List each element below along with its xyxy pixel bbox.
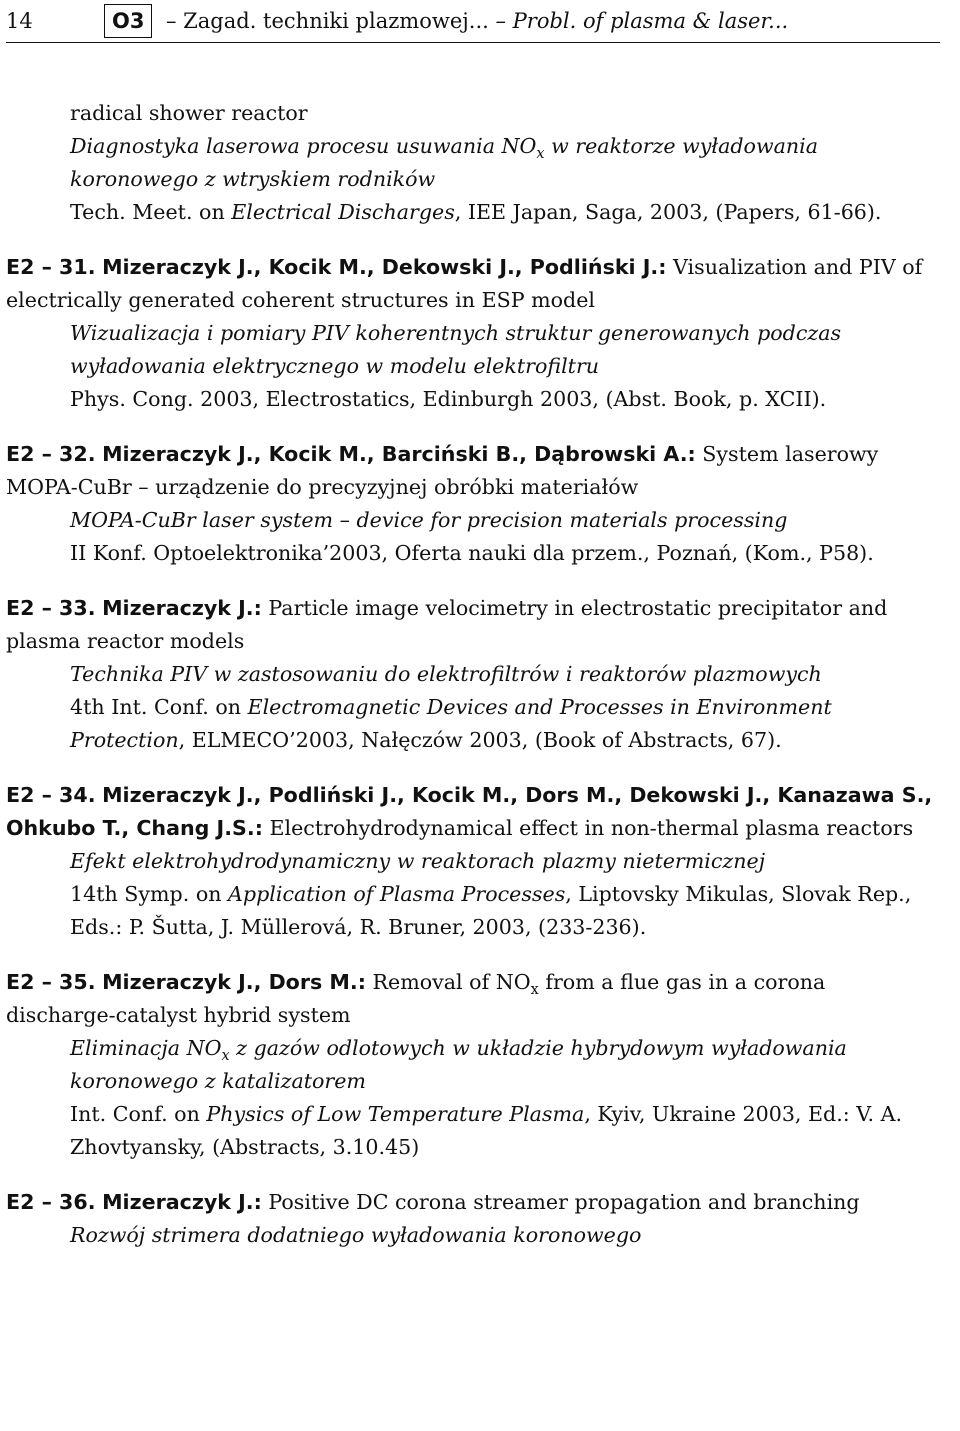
entry-title: Positive DC corona streamer propagation and branching [261, 1190, 860, 1214]
entry-authors: Mizeraczyk J.: [102, 596, 262, 620]
entry-id: E2 – 32. [6, 442, 96, 466]
entry-venue: Phys. Cong. 2003, Electrostatics, Edinburgh 2003, (Abst. Book, p. XCII). [70, 387, 827, 411]
entry-polish-title: Technika PIV w zastosowaniu do elektrofiltrów i reaktorów plazmowych [70, 662, 822, 686]
entry-heading [6, 438, 940, 504]
entry-e2-34 [6, 779, 940, 944]
entry-id: E2 – 31. [6, 255, 96, 279]
entry-authors: Mizeraczyk J.: [102, 1190, 262, 1214]
entry-venue: Int. Conf. on Physics of Low Temperature Plasma, Kyiv, Ukraine 2003, Ed.: V. A. Zhovtyansky, (Abstracts, 3.10.45) [70, 1102, 903, 1159]
entry-heading [6, 592, 940, 658]
entry-continuation [6, 97, 940, 229]
page-number: 14 [6, 9, 33, 33]
header-title-en: – Probl. of plasma & laser... [495, 9, 789, 33]
entry-venue: 14th Symp. on Application of Plasma Processes, Liptovsky Mikulas, Slovak Rep., Eds.: P. Šutta, J. Müllerová, R. Bruner, 2003, (233-236). [70, 882, 912, 939]
running-header [6, 0, 940, 43]
entry-polish-title: Efekt elektrohydrodynamiczny w reaktorach plazmy nietermicznej [70, 849, 766, 873]
entry-id: E2 – 33. [6, 596, 96, 620]
entry-polish-title: Rozwój strimera dodatniego wyładowania koronowego [70, 1223, 642, 1247]
entry-title: radical shower reactor [70, 101, 308, 125]
entry-polish-title: Wizualizacja i pomiary PIV koherentnych struktur generowanych podczas wyładowania elektrycznego w modelu elektrofiltru [70, 321, 842, 378]
entry-english-title: MOPA-CuBr laser system – device for precision materials processing [70, 508, 788, 532]
entry-title: System laserowy MOPA-CuBr – urządzenie do precyzyjnej obróbki materiałów [6, 442, 879, 499]
entry-authors: Mizeraczyk J., Podliński J., Kocik M., Dors M., Dekowski J., Kanazawa S., Ohkubo T., Chang J.S.: [6, 783, 933, 840]
entry-heading [6, 1186, 940, 1219]
entry-e2-32 [6, 438, 940, 570]
entry-id: E2 – 34. [6, 783, 96, 807]
entry-venue: Tech. Meet. on Electrical Discharges, IEE Japan, Saga, 2003, (Papers, 61-66). [70, 200, 882, 224]
entry-authors: Mizeraczyk J., Dors M.: [102, 970, 366, 994]
entry-e2-35 [6, 966, 940, 1164]
entry-e2-33 [6, 592, 940, 757]
entry-venue: II Konf. Optoelektronika’2003, Oferta nauki dla przem., Poznań, (Kom., P58). [70, 541, 874, 565]
entry-polish-title: Diagnostyka laserowa procesu usuwania $NO_x$ w reaktorze wyładowania koronowego z wtryskiem rodników [70, 134, 818, 191]
header-title [166, 0, 788, 42]
entry-e2-31 [6, 251, 940, 416]
header-title-pl: – Zagad. techniki plazmowej... [166, 9, 489, 33]
entry-venue: 4th Int. Conf. on Electromagnetic Devices and Processes in Environment Protection, ELMECO’2003, Nałęczów 2003, (Book of Abstracts, 67). [70, 695, 832, 752]
section-code-box: O3 [104, 4, 152, 38]
entry-id: E2 – 36. [6, 1190, 96, 1214]
entry-title: Electrohydrodynamical effect in non-thermal plasma reactors [262, 816, 914, 840]
entry-e2-36 [6, 1186, 940, 1252]
entry-polish-title: Eliminacja $NO_x$ z gazów odlotowych w układzie hybrydowym wyładowania koronowego z katalizatorem [70, 1036, 847, 1093]
entry-heading [6, 251, 940, 317]
entry-authors: Mizeraczyk J., Kocik M., Dekowski J., Podliński J.: [102, 255, 667, 279]
entry-id: E2 – 35. [6, 970, 96, 994]
entry-title: Particle image velocimetry in electrostatic precipitator and plasma reactor models [6, 596, 888, 653]
entry-heading: E2 – 35. Mizeraczyk J., Dors M.: Removal of $NO_x$ from a flue gas in a corona discharge-catalyst hybrid system [6, 970, 826, 1027]
bibliography-list [6, 97, 940, 1252]
entry-title: Visualization and PIV of electrically generated coherent structures in ESP model [6, 255, 923, 312]
entry-heading [6, 779, 940, 845]
entry-authors: Mizeraczyk J., Kocik M., Barciński B., Dąbrowski A.: [102, 442, 696, 466]
